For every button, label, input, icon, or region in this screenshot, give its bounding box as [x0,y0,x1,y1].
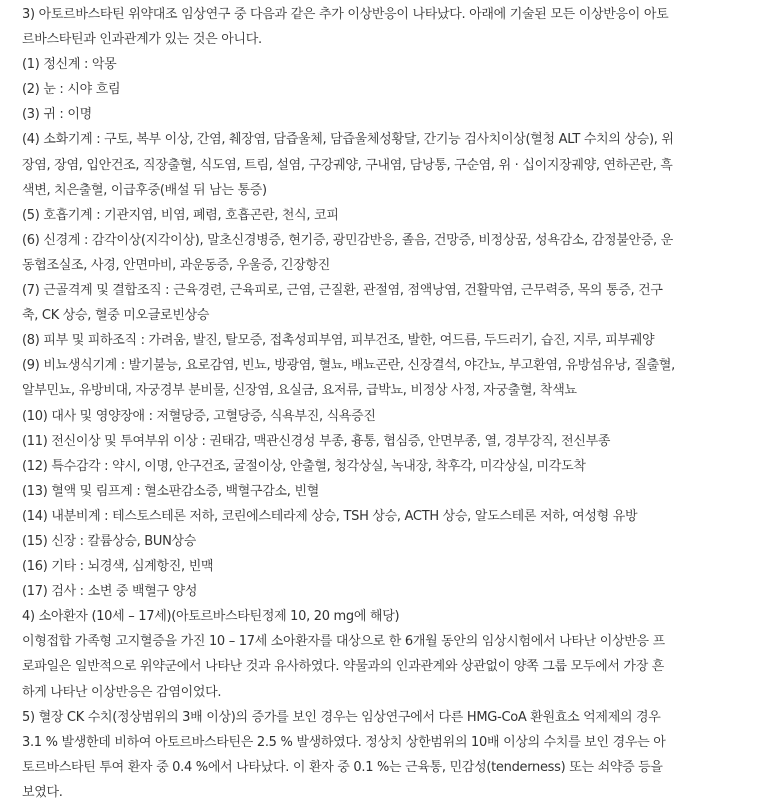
text-line: 로파일은 일반적으로 위약군에서 나타난 것과 유사하였다. 약물과의 인과관계와 상관없이 양쪽 그룹 모두에서 가장 흔 [22,659,665,675]
text-line: (5) 호흡기계 : 기관지염, 비염, 폐렴, 호흡곤란, 천식, 코피 [22,207,339,223]
text-line: 3) 아토르바스타틴 위약대조 임상연구 중 다음과 같은 추가 이상반응이 나타났다. 아래에 기술된 모든 이상반응이 아토 [22,7,669,22]
text-line: 보였다. [22,784,63,800]
text-line: (10) 대사 및 영양장애 : 저혈당증, 고혈당증, 식욕부진, 식욕증진 [22,408,376,424]
text-line: 5) 혈장 CK 수치(정상범위의 3배 이상)의 증가를 보인 경우는 임상연구에서 다른 HMG-CoA 환원효소 억제제의 경우 [22,709,661,725]
text-line: (12) 특수감각 : 약시, 이명, 안구건조, 굴절이상, 안출혈, 청각상실, 녹내장, 착후각, 미각상실, 미각도착 [22,458,586,474]
text-line: (14) 내분비계 : 테스토스테론 저하, 코린에스테라제 상승, TSH 상승, ACTH 상승, 알도스테론 저하, 여성형 유방 [22,508,638,524]
text-line: (15) 신장 : 칼륨상승, BUN상승 [22,533,197,549]
text-line: (7) 근골격계 및 결합조직 : 근육경련, 근육피로, 근염, 근질환, 관절염, 점액낭염, 건활막염, 근무력증, 목의 통증, 건구 [22,283,663,299]
text-line: 이형접합 가족형 고지혈증을 가진 10 – 17세 소아환자를 대상으로 한 6개월 동안의 임상시험에서 나타난 이상반응 프 [22,634,665,650]
text-line: 알부민뇨, 유방비대, 자궁경부 분비물, 신장염, 요실금, 요저류, 급박뇨, 비정상 사정, 자궁출혈, 착색뇨 [22,383,577,399]
text-line: (16) 기타 : 뇌경색, 심계항진, 빈맥 [22,559,214,575]
text-line: 장염, 장염, 입안건조, 직장출혈, 식도염, 트림, 설염, 구강궤양, 구내염, 담낭통, 구순염, 위 · 십이지장궤양, 연하곤란, 흑 [22,157,673,173]
text-line: (8) 피부 및 피하조직 : 가려움, 발진, 탈모증, 접촉성피부염, 피부건조, 발한, 여드름, 두드러기, 습진, 지루, 피부궤양 [22,333,655,349]
text-line: (17) 검사 : 소변 중 백혈구 양성 [22,584,198,600]
text-line: (3) 귀 : 이명 [22,107,92,123]
text-line: 색변, 치은출혈, 이급후중(배설 뒤 남는 통증) [22,182,267,198]
text-line: 3.1 % 발생한데 비하여 아토르바스타틴은 2.5 % 발생하였다. 정상치 상한범위의 10배 이상의 수치를 보인 경우는 아 [22,734,666,750]
text-line: (2) 눈 : 시야 흐림 [22,82,121,98]
text-line: 4) 소아환자 (10세 – 17세)(아토르바스타틴정제 10, 20 mg에 해당) [22,609,400,625]
text-line: 하게 나타난 이상반응은 감염이었다. [22,684,222,700]
text-line: (4) 소화기계 : 구토, 복부 이상, 간염, 췌장염, 담즙울체, 담즙울체성황달, 간기능 검사치이상(혈청 ALT 수치의 상승), 위 [22,132,674,148]
text-line: (11) 전신이상 및 투여부위 이상 : 권태감, 맥관신경성 부종, 흉통, 협심증, 안면부종, 열, 경부강직, 전신부종 [22,433,611,449]
text-line: (9) 비뇨생식기계 : 발기불능, 요로감염, 빈뇨, 방광염, 혈뇨, 배뇨곤란, 신장결석, 야간뇨, 부고환염, 유방섬유낭, 질출혈, [22,358,675,374]
text-line: (6) 신경계 : 감각이상(지각이상), 말초신경병증, 현기증, 광민감반응, 졸음, 건망증, 비정상꿈, 성욕감소, 감정불안증, 운 [22,232,673,248]
text-line: (1) 정신계 : 악몽 [22,57,117,73]
text-line: 동협조실조, 사경, 안면마비, 과운동증, 우울증, 긴장항진 [22,257,330,273]
text-line: 토르바스타틴 투여 환자 중 0.4 %에서 나타났다. 이 환자 중 0.1 %는 근육통, 민감성(tenderness) 또는 쇠약증 등을 [22,759,663,775]
text-line: (13) 혈액 및 림프계 : 혈소판감소증, 백혈구감소, 빈혈 [22,483,319,499]
text-line: 축, CK 상승, 혈중 미오글로빈상승 [22,308,210,324]
text-line: 르바스타틴과 인과관계가 있는 것은 아니다. [22,32,262,48]
